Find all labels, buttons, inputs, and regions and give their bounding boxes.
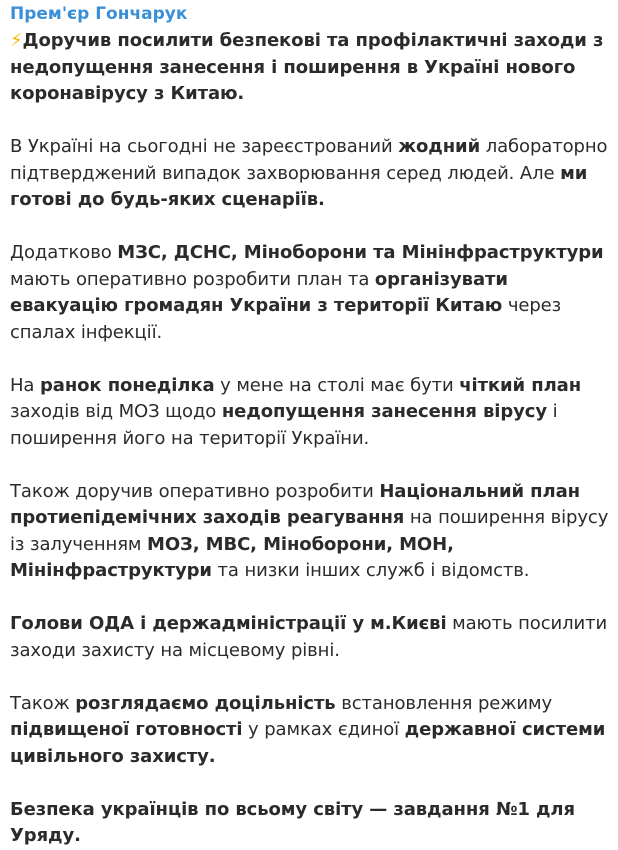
bold-text-run: ми готові до будь-яких сценаріїв. xyxy=(10,162,588,210)
text-run: заходів від МОЗ щодо xyxy=(10,401,222,422)
bold-text-run: Доручив посилити безпекові та профілактичні заходи з недопущення занесення і поширення в Україні нового коронавірусу з Китаю. xyxy=(10,30,604,104)
text-run: через спалах інфекції. xyxy=(10,295,562,343)
message-paragraph xyxy=(10,611,610,664)
text-run: лабораторно підтверджений випадок захворювання серед людей. Але xyxy=(10,136,608,184)
message-paragraph xyxy=(10,691,610,771)
text-run: у рамках єдиної xyxy=(242,719,405,740)
bold-text-run: ранок понеділка xyxy=(40,374,215,396)
text-run: мають посилити заходи захисту на місцевому рівні. xyxy=(10,613,608,661)
message-paragraph xyxy=(10,240,610,346)
message-post xyxy=(10,2,610,850)
message-paragraph xyxy=(10,373,610,453)
channel-name[interactable]: Прем'єр Гончарук xyxy=(10,4,188,24)
text-run: Додатково xyxy=(10,242,118,263)
bold-text-run: підвищеної готовності xyxy=(10,719,243,740)
text-run: на поширення вірусу із залученням xyxy=(10,507,609,555)
bold-text-run: Національний план протиепідемічних заходів реагування xyxy=(10,480,580,528)
message-paragraph xyxy=(10,479,610,585)
bold-text-run: чіткий план xyxy=(459,374,582,396)
message-paragraph xyxy=(10,134,610,214)
text-run: і поширення його на території України. xyxy=(10,401,558,449)
bold-text-run: державної системи цивільного захисту. xyxy=(10,719,606,767)
text-run: Також доручив оперативно розробити xyxy=(10,480,380,502)
bold-text-run: недопущення занесення вірусу xyxy=(221,401,547,422)
lightning-emoji: ⚡ xyxy=(10,30,23,51)
bold-text-run: жодний xyxy=(398,136,481,157)
message-body xyxy=(10,28,610,850)
bold-text-run: розглядаємо доцільність xyxy=(75,692,336,714)
bold-text-run: МЗС, ДСНС, Міноборони та Мінінфраструктури xyxy=(117,242,604,263)
text-run: та низки інших служб і відомств. xyxy=(211,560,530,581)
bold-text-run: Безпека українців по всьому світу — завдання №1 для Уряду. xyxy=(10,798,575,846)
text-run: На xyxy=(10,374,40,396)
bold-text-run: МОЗ, МВС, Міноборони, МОН, Мінінфраструктури xyxy=(10,533,454,581)
message-headline xyxy=(10,28,610,108)
text-run: у мене на столі має бути xyxy=(214,374,460,396)
text-run: Також xyxy=(10,692,76,714)
bold-text-run: Голови ОДА і держадміністрації у м.Києві xyxy=(10,613,447,634)
text-run: встановлення режиму xyxy=(335,692,553,714)
message-paragraph xyxy=(10,797,610,850)
bold-text-run: організувати евакуацію громадян України з території Китаю xyxy=(10,268,508,316)
text-run: В Україні на сьогодні не зареєстрований xyxy=(10,136,399,157)
text-run: мають оперативно розробити план та xyxy=(10,268,375,290)
